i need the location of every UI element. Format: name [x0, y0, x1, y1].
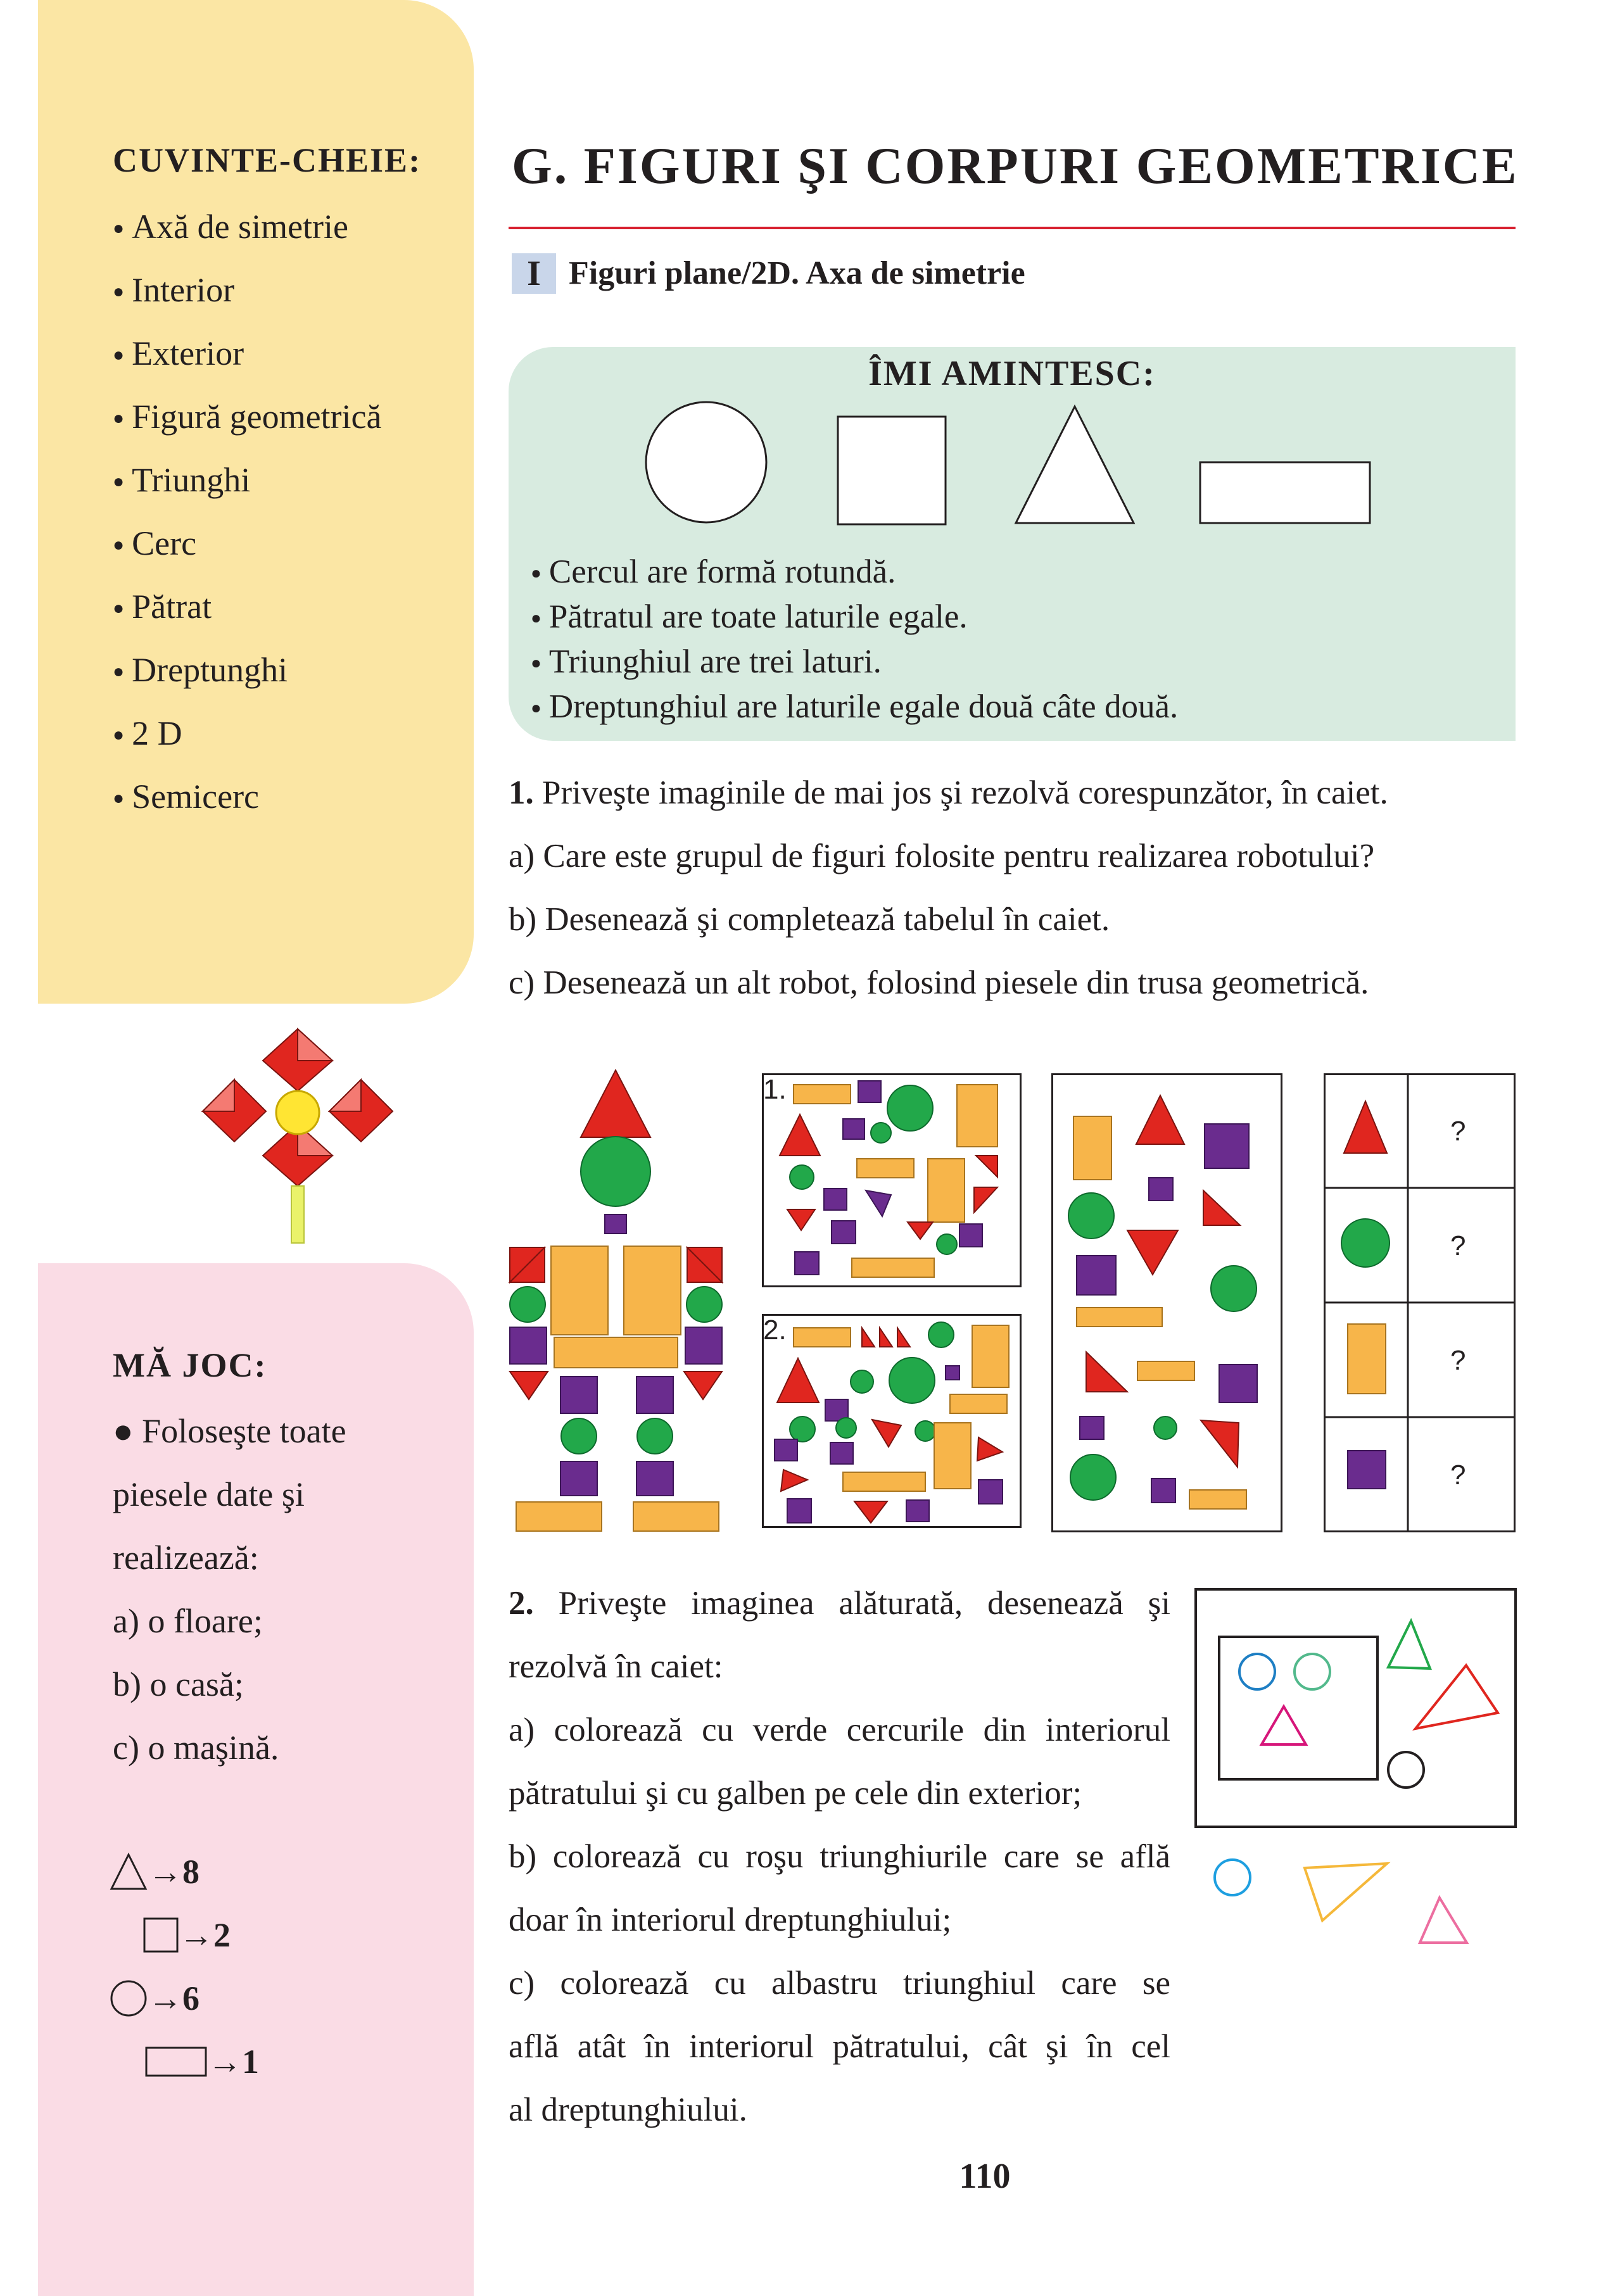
square-shape [838, 417, 946, 524]
legend-count: →8 [148, 1853, 199, 1891]
exercise-2-line: b) colorează cu roşu triunghiurile care se află [509, 1838, 1170, 1875]
circle-icon [109, 1979, 148, 2018]
remember-item: ● Triunghiul are trei laturi. [531, 640, 1178, 684]
table-question-mark: ? [1450, 1460, 1466, 1491]
table-circle-icon [1341, 1219, 1390, 1267]
keyword-item: ● Interior [113, 258, 381, 322]
legend-rectangle-row [144, 2030, 259, 2093]
shape-group-3-shapes [1051, 1073, 1282, 1532]
exercise-1-intro: Priveşte imaginile de mai jos şi rezolvă corespunzător, în caiet. [533, 774, 1388, 811]
keyword-item: ● Semicerc [113, 765, 381, 828]
keyword-item: ● Triunghi [113, 448, 381, 512]
yellow-triangle-icon [1305, 1864, 1387, 1921]
remember-item: ● Dreptunghiul are laturile egale două câte două. [531, 684, 1178, 729]
legend-square-row [142, 1903, 231, 1967]
keyword-item: ● Pătrat [113, 575, 381, 638]
robot-illustration [507, 1064, 735, 1532]
exercise-2-line: a) colorează cu verde cercurile din interiorul [509, 1712, 1170, 1748]
keyword-item: ● Figură geometrică [113, 385, 381, 448]
exercise-2-line: al dreptunghiului. [509, 2091, 747, 2128]
table-question-mark: ? [1450, 1116, 1466, 1147]
table-question-mark: ? [1450, 1345, 1466, 1376]
keyword-item: ● Axă de simetrie [113, 195, 381, 258]
square-icon [142, 1917, 179, 1953]
exercise-2-line: află atât în interiorul pătratului, cât şi în cel [509, 2028, 1170, 2065]
page-number: 110 [959, 2157, 1011, 2196]
outer-rectangle [1196, 1589, 1516, 1827]
keyword-item: ● Cerc [113, 512, 381, 575]
legend-count: →1 [208, 2043, 259, 2081]
green-triangle-icon [1388, 1621, 1430, 1668]
play-line: ● Foloseşte toate [113, 1412, 346, 1450]
table-triangle-icon [1344, 1101, 1387, 1153]
exercise-1-a: a) Care este grupul de figuri folosite pentru realizarea robotului? [509, 838, 1375, 874]
play-title: MĂ JOC: [113, 1346, 267, 1384]
table-square-icon [1348, 1451, 1386, 1489]
exercise-1-b: b) Desenează şi completează tabelul în caiet. [509, 901, 1110, 938]
exercise-2-line: pătratului şi cu galben pe cele din exterior; [509, 1775, 1082, 1812]
table-rectangle-icon [1348, 1324, 1386, 1394]
answer-table-grid [1324, 1073, 1516, 1532]
keywords-title: CUVINTE-CHEIE: [113, 141, 422, 179]
flower-decoration-icon [196, 1016, 399, 1244]
green-circle-icon [1295, 1654, 1330, 1689]
exercise-1-number: 1. [509, 774, 534, 811]
remember-item: ● Pătratul are toate laturile egale. [531, 595, 1178, 640]
exercise-1-c: c) Desenează un alt robot, folosind piesele din trusa geometrică. [509, 964, 1369, 1001]
play-line: realizează: [113, 1539, 259, 1577]
black-circle-icon [1388, 1752, 1424, 1788]
keyword-item: ● 2 D [113, 702, 381, 765]
legend-triangle-row [109, 1840, 199, 1903]
legend-count: →6 [148, 1979, 199, 2017]
shape-group-2-label: 2. [763, 1315, 787, 1346]
cyan-circle-icon [1215, 1860, 1250, 1895]
title-divider [509, 227, 1516, 229]
exercise-2-line: doar în interiorul dreptunghiului; [509, 1902, 952, 1938]
exercise-2-number: 2. [509, 1585, 534, 1622]
section-title: Figuri plane/2D. Axa de simetrie [569, 255, 1025, 291]
blue-circle-icon [1239, 1654, 1275, 1689]
legend-circle-row [109, 1967, 199, 2030]
red-triangle-icon [1415, 1665, 1498, 1729]
inner-square [1219, 1637, 1377, 1779]
play-line: c) o maşină. [113, 1729, 279, 1767]
remember-title: ÎMI AMINTESC: [868, 354, 1156, 393]
exercise-2-line: c) colorează cu albastru triunghiul care se [509, 1965, 1170, 2002]
keyword-item: ● Dreptunghi [113, 638, 381, 702]
exercise-1 [509, 761, 1522, 1014]
legend-count: →2 [179, 1916, 231, 1954]
shape-group-2-shapes [762, 1314, 1022, 1528]
magenta-triangle-icon [1262, 1706, 1306, 1744]
triangle-icon [109, 1852, 148, 1891]
keywords-list [113, 195, 381, 828]
rectangle-icon [144, 2045, 208, 2078]
play-instructions [113, 1399, 442, 1779]
exercise-2-line [509, 1572, 1170, 1635]
pink-triangle-icon [1420, 1898, 1467, 1943]
circle-shape [646, 402, 766, 522]
page-title: G. FIGURI ŞI CORPURI GEOMETRICE [512, 137, 1519, 194]
exercise-2-line: rezolvă în caiet: [509, 1648, 723, 1685]
basic-shapes-illustration [633, 399, 1387, 532]
play-line: a) o floare; [113, 1602, 263, 1640]
table-question-mark: ? [1450, 1230, 1466, 1261]
rectangle-shape [1200, 462, 1370, 523]
shape-group-1-shapes [762, 1073, 1022, 1287]
keyword-item: ● Exterior [113, 322, 381, 385]
remember-list [531, 550, 1178, 729]
exercise-1-prompt [509, 761, 1522, 824]
exercise-2 [509, 1572, 1170, 2141]
triangle-shape [1016, 407, 1134, 523]
play-line: b) o casă; [113, 1665, 244, 1703]
remember-item: ● Cercul are formă rotundă. [531, 550, 1178, 595]
play-line: piesele date şi [113, 1475, 305, 1513]
shape-group-1-label: 1. [763, 1074, 787, 1105]
section-number: I [512, 253, 556, 294]
exercise-2-figure [1191, 1586, 1520, 1960]
exercise-2-text: Priveşte imaginea alăturată, desenează şi [533, 1585, 1170, 1622]
